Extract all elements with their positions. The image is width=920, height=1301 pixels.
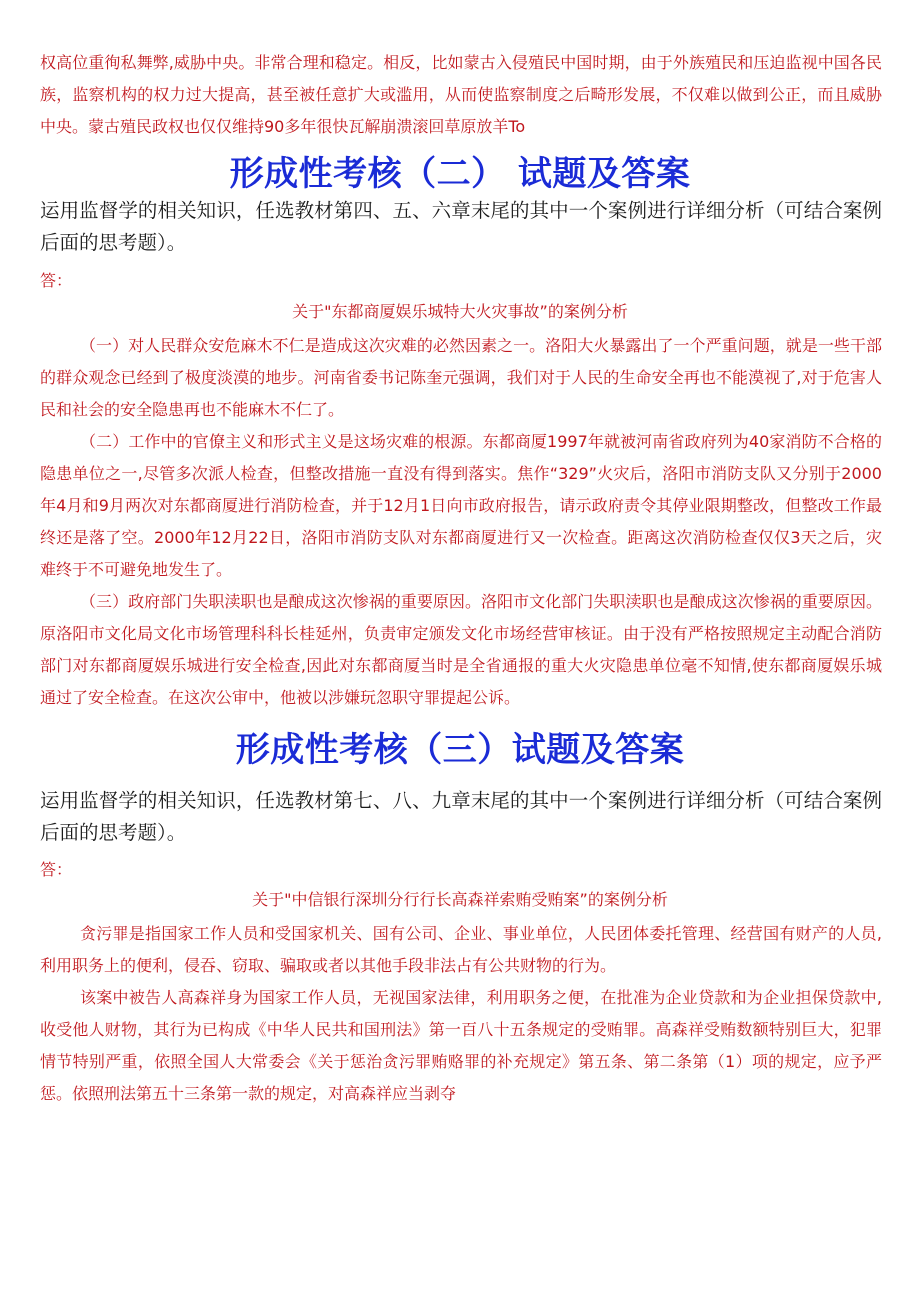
section3-subtitle: 关于"中信银行深圳分行行长高森祥索贿受贿案”的案例分析 xyxy=(252,890,668,909)
section2-answer-label: 答： xyxy=(40,271,73,290)
section3-question-block xyxy=(40,785,882,849)
section2-question: 运用监督学的相关知识，任选教材第四、五、六章末尾的其中一个案例进行详细分析（可结合案例后面的思考题）。 xyxy=(40,199,882,254)
section2-paragraph-3: （三）政府部门失职渎职也是酿成这次惨祸的重要原因。洛阳市文化部门失职渎职也是酿成这次惨祸的重要原因。原洛阳市文化局文化市场管理科科长桂延州，负责审定颁发文化市场经营审核证。由于没有严格按照规定主动配合消防部门对东都商厦娱乐城进行安全检查,因此对东都商厦当时是全省通报的重大火灾隐患单位毫不知情,使东都商厦娱乐城通过了安全检查。在这次公审中，他被以涉嫌玩忽职守罪提起公诉。 xyxy=(40,592,882,707)
section2-title: 形成性考核（二） 试题及答案 xyxy=(229,154,691,194)
section2-question-block xyxy=(40,195,882,259)
intro-paragraph: 权高位重徇私舞弊,威胁中央。非常合理和稳定。相反，比如蒙古入侵殖民中国时期，由于外族殖民和压迫监视中国各民族，监察机构的权力过大提高，甚至被任意扩大或滥用，从而使监察制度之后畸形发展，不仅难以做到公正，而且威胁中央。蒙古殖民政权也仅仅维持90多年很快瓦解崩溃滚回草原放羊To xyxy=(40,53,882,136)
section2-subtitle: 关于"东都商厦娱乐城特大火灾事故”的案例分析 xyxy=(292,302,628,321)
section3-title: 形成性考核（三）试题及答案 xyxy=(235,730,685,770)
section3-content xyxy=(40,918,882,1110)
section3-question: 运用监督学的相关知识，任选教材第七、八、九章末尾的其中一个案例进行详细分析（可结合案例后面的思考题）。 xyxy=(40,789,882,844)
section2-paragraph-1: （一）对人民群众安危麻木不仁是造成这次灾难的必然因素之一。洛阳大火暴露出了一个严重问题，就是一些干部的群众观念已经到了极度淡漠的地步。河南省委书记陈奎元强调，我们对于人民的生命安全再也不能漠视了,对于危害人民和社会的安全隐患再也不能麻木不仁了。 xyxy=(40,336,882,419)
intro-paragraph-block xyxy=(40,47,882,143)
section3-answer-label: 答： xyxy=(40,860,73,879)
section3-paragraph-2: 该案中被告人高森祥身为国家工作人员，无视国家法律，利用职务之便，在批准为企业贷款和为企业担保贷款中,收受他人财物，其行为已构成《中华人民共和国刑法》第一百八十五条规定的受贿罪。高森祥受贿数额特别巨大，犯罪情节特别严重，依照全国人大常委会《关于惩治贪污罪贿赂罪的补充规定》第五条、第二条第（1）项的规定，应予严惩。依照刑法第五十三条第一款的规定，对高森祥应当剥夺 xyxy=(40,988,882,1103)
section2-paragraph-2: （二）工作中的官僚主义和形式主义是这场灾难的根源。东都商厦1997年就被河南省政府列为40家消防不合格的隐患单位之一,尽管多次派人检查，但整改措施一直没有得到落实。焦作“329”火灾后，洛阳市消防支队又分别于2000年4月和9月两次对东都商厦进行消防检查，并于12月1日向市政府报告，请示政府责令其停业限期整改，但整改工作最终还是落了空。2000年12月22日，洛阳市消防支队对东都商厦进行又一次检查。距离这次消防检查仅仅3天之后，灾难终于不可避免地发生了。 xyxy=(40,432,882,579)
section2-content xyxy=(40,330,882,714)
section3-paragraph-1: 贪污罪是指国家工作人员和受国家机关、国有公司、企业、事业单位，人民团体委托管理、经营国有财产的人员,利用职务上的便利，侵吞、窃取、骗取或者以其他手段非法占有公共财物的行为。 xyxy=(40,924,882,975)
